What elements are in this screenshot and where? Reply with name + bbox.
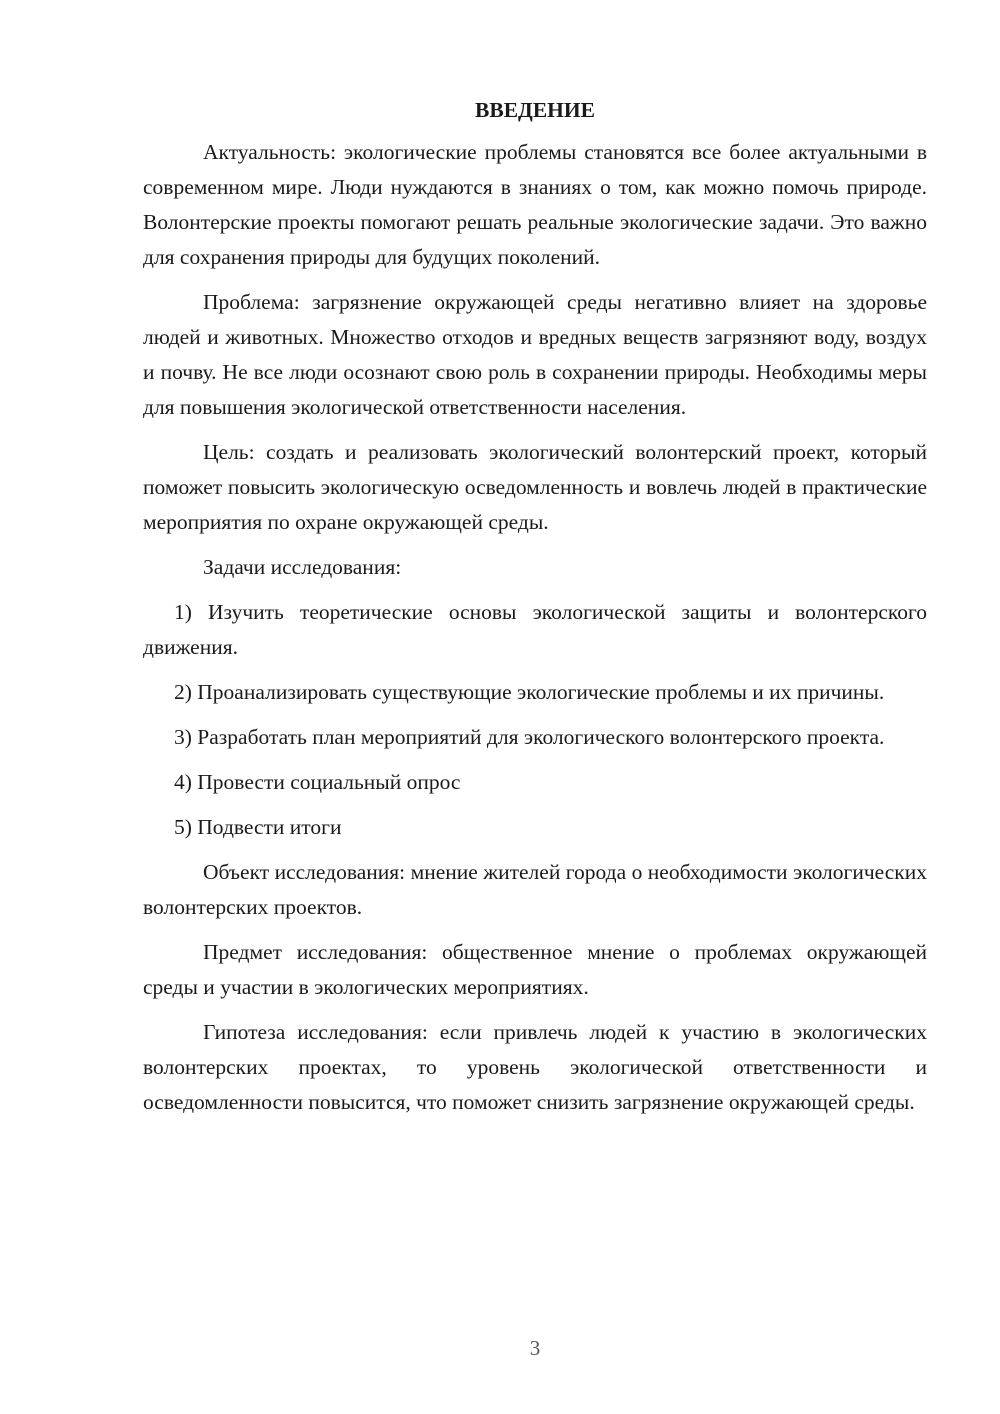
paragraph-problem: Проблема: загрязнение окружающей среды негативно влияет на здоровье людей и животных. Множество отходов и вредных веществ загрязняют воду, воздух и почву. Не все люди осознают свою роль в сохранении природы. Необходимы меры для повышения экологической ответственности населения. xyxy=(143,290,927,419)
paragraph-subject: Предмет исследования: общественное мнение о проблемах окружающей среды и участии в экологических мероприятиях. xyxy=(143,940,927,999)
task-item-4: 4) Провести социальный опрос xyxy=(174,770,461,794)
paragraph-relevance: Актуальность: экологические проблемы становятся все более актуальными в современном мире. Люди нуждаются в знаниях о том, как можно помочь природе. Волонтерские проекты помогают решать реальные экологические задачи. Это важно для сохранения природы для будущих поколений. xyxy=(143,140,927,269)
paragraph-hypothesis: Гипотеза исследования: если привлечь людей к участию в экологических волонтерских проектах, то уровень экологической ответственности и осведомленности повысится, что поможет снизить загрязнение окружающей среды. xyxy=(143,1020,927,1114)
paragraph-tasks-heading: Задачи исследования: xyxy=(203,555,402,579)
paragraph-goal: Цель: создать и реализовать экологический волонтерский проект, который поможет повысить экологическую осведомленность и вовлечь людей в практические мероприятия по охране окружающей среды. xyxy=(143,440,927,534)
task-item-3: 3) Разработать план мероприятий для экологического волонтерского проекта. xyxy=(174,725,885,749)
task-item-5: 5) Подвести итоги xyxy=(174,815,342,839)
task-item-2: 2) Проанализировать существующие экологические проблемы и их причины. xyxy=(174,680,885,704)
page-content xyxy=(143,95,927,1130)
paragraph-object: Объект исследования: мнение жителей города о необходимости экологических волонтерских проектов. xyxy=(143,860,927,919)
section-title: ВВЕДЕНИЕ xyxy=(475,98,595,122)
task-item-1: 1) Изучить теоретические основы экологической защиты и волонтерского движения. xyxy=(143,600,927,659)
page-number: 3 xyxy=(529,1336,541,1360)
